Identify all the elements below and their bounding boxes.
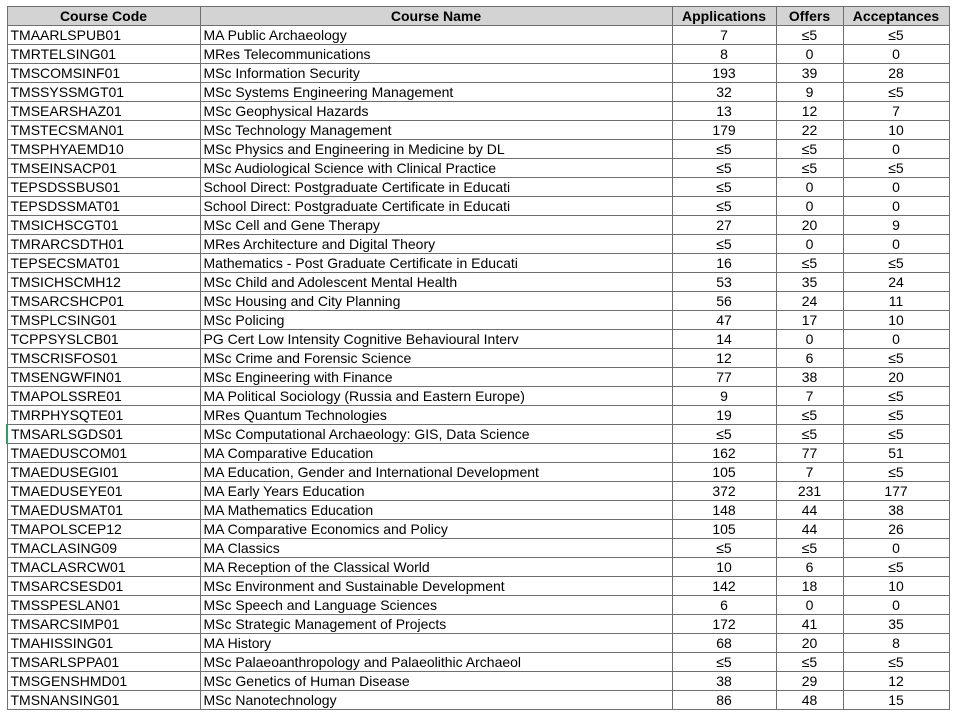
applications-cell[interactable]: 162 (672, 444, 776, 463)
course-name-cell[interactable]: MA Classics (200, 539, 672, 558)
applications-cell[interactable]: 179 (672, 121, 776, 140)
acceptances-cell[interactable]: 12 (843, 672, 949, 691)
course-code-cell[interactable]: TMSENGWFIN01 (7, 368, 200, 387)
applications-cell[interactable]: 13 (672, 102, 776, 121)
course-name-cell[interactable]: MA Education, Gender and International Development (200, 463, 672, 482)
course-name-cell[interactable]: MSc Cell and Gene Therapy (200, 216, 672, 235)
course-code-cell[interactable]: TMAARLSPUB01 (7, 26, 200, 45)
offers-cell[interactable]: 7 (776, 463, 843, 482)
applications-cell[interactable]: ≤5 (672, 159, 776, 178)
course-name-cell[interactable]: MSc Systems Engineering Management (200, 83, 672, 102)
offers-cell[interactable]: 22 (776, 121, 843, 140)
course-name-cell[interactable]: MRes Telecommunications (200, 45, 672, 64)
course-name-cell[interactable]: MA Reception of the Classical World (200, 558, 672, 577)
offers-cell[interactable]: 20 (776, 216, 843, 235)
acceptances-cell[interactable]: 8 (843, 634, 949, 653)
table-row (7, 235, 949, 254)
applications-cell[interactable]: ≤5 (672, 539, 776, 558)
offers-cell[interactable]: 6 (776, 558, 843, 577)
column-header-course-code: Course Code (7, 7, 200, 26)
table-row (7, 64, 949, 83)
course-name-cell[interactable]: MSc Genetics of Human Disease (200, 672, 672, 691)
applications-cell[interactable]: 9 (672, 387, 776, 406)
course-name-cell[interactable]: MA Mathematics Education (200, 501, 672, 520)
acceptances-cell[interactable]: ≤5 (843, 26, 949, 45)
course-code-cell[interactable]: TMSPLCSING01 (7, 311, 200, 330)
column-header-acceptances: Acceptances (843, 7, 949, 26)
course-name-cell[interactable]: MSc Nanotechnology (200, 691, 672, 710)
acceptances-cell[interactable]: 0 (843, 45, 949, 64)
course-code-cell[interactable]: TMAHISSING01 (7, 634, 200, 653)
table-row (7, 406, 949, 425)
applications-cell[interactable]: 148 (672, 501, 776, 520)
course-code-cell[interactable]: TMSNANSING01 (7, 691, 200, 710)
offers-cell[interactable]: ≤5 (776, 254, 843, 273)
acceptances-cell[interactable]: 10 (843, 577, 949, 596)
applications-cell[interactable]: ≤5 (672, 653, 776, 672)
offers-cell[interactable]: 0 (776, 330, 843, 349)
table-row (7, 349, 949, 368)
offers-cell[interactable]: 17 (776, 311, 843, 330)
applications-cell[interactable]: 12 (672, 349, 776, 368)
table-row (7, 444, 949, 463)
column-header-applications: Applications (672, 7, 776, 26)
table-row (7, 159, 949, 178)
offers-cell[interactable]: ≤5 (776, 539, 843, 558)
table-header (7, 7, 949, 26)
applications-cell[interactable]: ≤5 (672, 235, 776, 254)
offers-cell[interactable]: 48 (776, 691, 843, 710)
applications-cell[interactable]: 10 (672, 558, 776, 577)
header-row (7, 7, 949, 26)
acceptances-cell[interactable]: 0 (843, 197, 949, 216)
offers-cell[interactable]: 0 (776, 45, 843, 64)
course-code-cell[interactable]: TMSICHSCGT01 (7, 216, 200, 235)
course-name-cell[interactable]: MSc Housing and City Planning (200, 292, 672, 311)
offers-cell[interactable]: 12 (776, 102, 843, 121)
table-row (7, 273, 949, 292)
course-code-cell[interactable]: TMSEARSHAZ01 (7, 102, 200, 121)
course-code-cell[interactable]: TMAEDUSEYE01 (7, 482, 200, 501)
table-row (7, 330, 949, 349)
offers-cell[interactable]: 38 (776, 368, 843, 387)
applications-cell[interactable]: 56 (672, 292, 776, 311)
course-code-cell[interactable]: TMAPOLSSRE01 (7, 387, 200, 406)
course-code-cell[interactable]: TMSGENSHMD01 (7, 672, 200, 691)
acceptances-cell[interactable]: ≤5 (843, 83, 949, 102)
course-code-cell[interactable]: TEPSDSSBUS01 (7, 178, 200, 197)
applications-cell[interactable]: 105 (672, 520, 776, 539)
table-row (7, 311, 949, 330)
course-name-cell[interactable]: MSc Strategic Management of Projects (200, 615, 672, 634)
acceptances-cell[interactable]: 51 (843, 444, 949, 463)
offers-cell[interactable]: 0 (776, 178, 843, 197)
applications-cell[interactable]: 8 (672, 45, 776, 64)
applications-cell[interactable]: 47 (672, 311, 776, 330)
table-row (7, 539, 949, 558)
applications-cell[interactable]: 142 (672, 577, 776, 596)
table-row (7, 653, 949, 672)
table-row (7, 140, 949, 159)
table-row (7, 577, 949, 596)
table-row (7, 368, 949, 387)
acceptances-cell[interactable]: ≤5 (843, 406, 949, 425)
applications-cell[interactable]: 53 (672, 273, 776, 292)
acceptances-cell[interactable]: ≤5 (843, 159, 949, 178)
course-name-cell[interactable]: MSc Crime and Forensic Science (200, 349, 672, 368)
acceptances-cell[interactable]: ≤5 (843, 463, 949, 482)
acceptances-cell[interactable]: 28 (843, 64, 949, 83)
offers-cell[interactable]: 39 (776, 64, 843, 83)
table-row (7, 634, 949, 653)
acceptances-cell[interactable]: ≤5 (843, 387, 949, 406)
offers-cell[interactable]: ≤5 (776, 425, 843, 444)
course-code-cell[interactable]: TCPPSYSLCB01 (7, 330, 200, 349)
course-code-cell[interactable]: TMACLASRCW01 (7, 558, 200, 577)
applications-cell[interactable]: 32 (672, 83, 776, 102)
offers-cell[interactable]: 44 (776, 520, 843, 539)
acceptances-cell[interactable]: 15 (843, 691, 949, 710)
offers-cell[interactable]: 7 (776, 387, 843, 406)
table-row (7, 463, 949, 482)
course-code-cell[interactable]: TMSEINSACP01 (7, 159, 200, 178)
applications-cell[interactable]: 7 (672, 26, 776, 45)
table-row (7, 672, 949, 691)
course-name-cell[interactable]: MSc Physics and Engineering in Medicine by DL (200, 140, 672, 159)
course-code-cell[interactable]: TMAEDUSMAT01 (7, 501, 200, 520)
course-code-cell[interactable]: TMAEDUSCOM01 (7, 444, 200, 463)
course-name-cell[interactable]: MSc Environment and Sustainable Development (200, 577, 672, 596)
course-code-cell[interactable]: TMSARCSESD01 (7, 577, 200, 596)
offers-cell[interactable]: ≤5 (776, 653, 843, 672)
acceptances-cell[interactable]: 0 (843, 596, 949, 615)
course-code-cell[interactable]: TMSSYSSMGT01 (7, 83, 200, 102)
offers-cell[interactable]: 41 (776, 615, 843, 634)
course-code-cell[interactable]: TMSCOMSINF01 (7, 64, 200, 83)
course-name-cell[interactable]: MSc Technology Management (200, 121, 672, 140)
table-row (7, 45, 949, 64)
course-name-cell[interactable]: MSc Child and Adolescent Mental Health (200, 273, 672, 292)
applications-cell[interactable]: 6 (672, 596, 776, 615)
acceptances-cell[interactable]: ≤5 (843, 653, 949, 672)
applications-cell[interactable]: ≤5 (672, 140, 776, 159)
offers-cell[interactable]: ≤5 (776, 26, 843, 45)
course-name-cell[interactable]: PG Cert Low Intensity Cognitive Behavioural Interv (200, 330, 672, 349)
course-name-cell[interactable]: MA Early Years Education (200, 482, 672, 501)
acceptances-cell[interactable]: 11 (843, 292, 949, 311)
course-name-cell[interactable]: MA History (200, 634, 672, 653)
table-row (7, 520, 949, 539)
acceptances-cell[interactable]: 0 (843, 140, 949, 159)
offers-cell[interactable]: ≤5 (776, 140, 843, 159)
course-code-cell[interactable]: TMSARCSHCP01 (7, 292, 200, 311)
course-name-cell[interactable]: MSc Palaeoanthropology and Palaeolithic Archaeol (200, 653, 672, 672)
applications-cell[interactable]: 372 (672, 482, 776, 501)
applications-cell[interactable]: 27 (672, 216, 776, 235)
offers-cell[interactable]: 77 (776, 444, 843, 463)
offers-cell[interactable]: 0 (776, 197, 843, 216)
course-code-cell[interactable]: TEPSECSMAT01 (7, 254, 200, 273)
course-name-cell[interactable]: MA Comparative Economics and Policy (200, 520, 672, 539)
acceptances-cell[interactable]: 38 (843, 501, 949, 520)
course-name-cell[interactable]: MA Comparative Education (200, 444, 672, 463)
table-body (7, 26, 949, 710)
table-row (7, 216, 949, 235)
applications-cell[interactable]: 86 (672, 691, 776, 710)
table-row (7, 425, 949, 444)
offers-cell[interactable]: 9 (776, 83, 843, 102)
acceptances-cell[interactable]: 0 (843, 539, 949, 558)
table-row (7, 501, 949, 520)
acceptances-cell[interactable]: ≤5 (843, 558, 949, 577)
table-row (7, 387, 949, 406)
table-row (7, 615, 949, 634)
table-row (7, 121, 949, 140)
course-name-cell[interactable]: MSc Audiological Science with Clinical Practice (200, 159, 672, 178)
applications-cell[interactable]: 193 (672, 64, 776, 83)
acceptances-cell[interactable]: 0 (843, 178, 949, 197)
course-code-cell[interactable]: TEPSDSSMAT01 (7, 197, 200, 216)
course-code-cell[interactable]: TMRARCSDTH01 (7, 235, 200, 254)
course-name-cell[interactable]: MSc Engineering with Finance (200, 368, 672, 387)
admissions-table (6, 6, 950, 710)
applications-cell[interactable]: 172 (672, 615, 776, 634)
table-row (7, 482, 949, 501)
course-code-cell[interactable]: TMSTECSMAN01 (7, 121, 200, 140)
course-name-cell[interactable]: MRes Architecture and Digital Theory (200, 235, 672, 254)
applications-cell[interactable]: 14 (672, 330, 776, 349)
offers-cell[interactable]: 0 (776, 235, 843, 254)
offers-cell[interactable]: 24 (776, 292, 843, 311)
offers-cell[interactable]: ≤5 (776, 159, 843, 178)
table-row (7, 691, 949, 710)
acceptances-cell[interactable]: 7 (843, 102, 949, 121)
table-row (7, 178, 949, 197)
acceptances-cell[interactable]: 10 (843, 311, 949, 330)
course-code-cell[interactable]: TMACLASING09 (7, 539, 200, 558)
course-code-cell[interactable]: TMSARCSIMP01 (7, 615, 200, 634)
course-name-cell[interactable]: MRes Quantum Technologies (200, 406, 672, 425)
column-header-course-name: Course Name (200, 7, 672, 26)
course-code-cell[interactable]: TMAPOLSCEP12 (7, 520, 200, 539)
offers-cell[interactable]: 0 (776, 596, 843, 615)
applications-cell[interactable]: 68 (672, 634, 776, 653)
acceptances-cell[interactable]: ≤5 (843, 425, 949, 444)
course-code-cell[interactable]: TMRTELSING01 (7, 45, 200, 64)
acceptances-cell[interactable]: 35 (843, 615, 949, 634)
applications-cell[interactable]: 16 (672, 254, 776, 273)
offers-cell[interactable]: ≤5 (776, 406, 843, 425)
course-name-cell[interactable]: MSc Speech and Language Sciences (200, 596, 672, 615)
course-code-cell[interactable]: TMSARLSGDS01 (7, 425, 200, 444)
acceptances-cell[interactable]: 177 (843, 482, 949, 501)
course-code-cell[interactable]: TMSCRISFOS01 (7, 349, 200, 368)
applications-cell[interactable]: 77 (672, 368, 776, 387)
table-row (7, 26, 949, 45)
acceptances-cell[interactable]: 24 (843, 273, 949, 292)
table-row (7, 83, 949, 102)
course-code-cell[interactable]: TMSICHSCMH12 (7, 273, 200, 292)
course-name-cell[interactable]: School Direct: Postgraduate Certificate in Educati (200, 178, 672, 197)
acceptances-cell[interactable]: 0 (843, 330, 949, 349)
applications-cell[interactable]: ≤5 (672, 178, 776, 197)
applications-cell[interactable]: 105 (672, 463, 776, 482)
applications-cell[interactable]: 38 (672, 672, 776, 691)
offers-cell[interactable]: 29 (776, 672, 843, 691)
offers-cell[interactable]: 44 (776, 501, 843, 520)
table-row (7, 558, 949, 577)
course-code-cell[interactable]: TMSPHYAEMD10 (7, 140, 200, 159)
course-name-cell[interactable]: MA Public Archaeology (200, 26, 672, 45)
table-row (7, 254, 949, 273)
acceptances-cell[interactable]: ≤5 (843, 349, 949, 368)
applications-cell[interactable]: ≤5 (672, 197, 776, 216)
acceptances-cell[interactable]: 0 (843, 235, 949, 254)
table-row (7, 102, 949, 121)
course-name-cell[interactable]: MSc Geophysical Hazards (200, 102, 672, 121)
offers-cell[interactable]: 20 (776, 634, 843, 653)
course-name-cell[interactable]: MSc Information Security (200, 64, 672, 83)
course-name-cell[interactable]: MA Political Sociology (Russia and Eastern Europe) (200, 387, 672, 406)
offers-cell[interactable]: 231 (776, 482, 843, 501)
acceptances-cell[interactable]: ≤5 (843, 254, 949, 273)
acceptances-cell[interactable]: 20 (843, 368, 949, 387)
course-code-cell[interactable]: TMAEDUSEGI01 (7, 463, 200, 482)
table-row (7, 292, 949, 311)
acceptances-cell[interactable]: 9 (843, 216, 949, 235)
course-code-cell[interactable]: TMSARLSPPA01 (7, 653, 200, 672)
table-row (7, 596, 949, 615)
table-row (7, 197, 949, 216)
course-name-cell[interactable]: MSc Computational Archaeology: GIS, Data Science (200, 425, 672, 444)
course-name-cell[interactable]: School Direct: Postgraduate Certificate in Educati (200, 197, 672, 216)
offers-cell[interactable]: 18 (776, 577, 843, 596)
applications-cell[interactable]: 19 (672, 406, 776, 425)
acceptances-cell[interactable]: 26 (843, 520, 949, 539)
column-header-offers: Offers (776, 7, 843, 26)
offers-cell[interactable]: 6 (776, 349, 843, 368)
course-name-cell[interactable]: MSc Policing (200, 311, 672, 330)
acceptances-cell[interactable]: 10 (843, 121, 949, 140)
course-name-cell[interactable]: Mathematics - Post Graduate Certificate in Educati (200, 254, 672, 273)
offers-cell[interactable]: 35 (776, 273, 843, 292)
applications-cell[interactable]: ≤5 (672, 425, 776, 444)
course-code-cell[interactable]: TMSSPESLAN01 (7, 596, 200, 615)
course-code-cell[interactable]: TMRPHYSQTE01 (7, 406, 200, 425)
